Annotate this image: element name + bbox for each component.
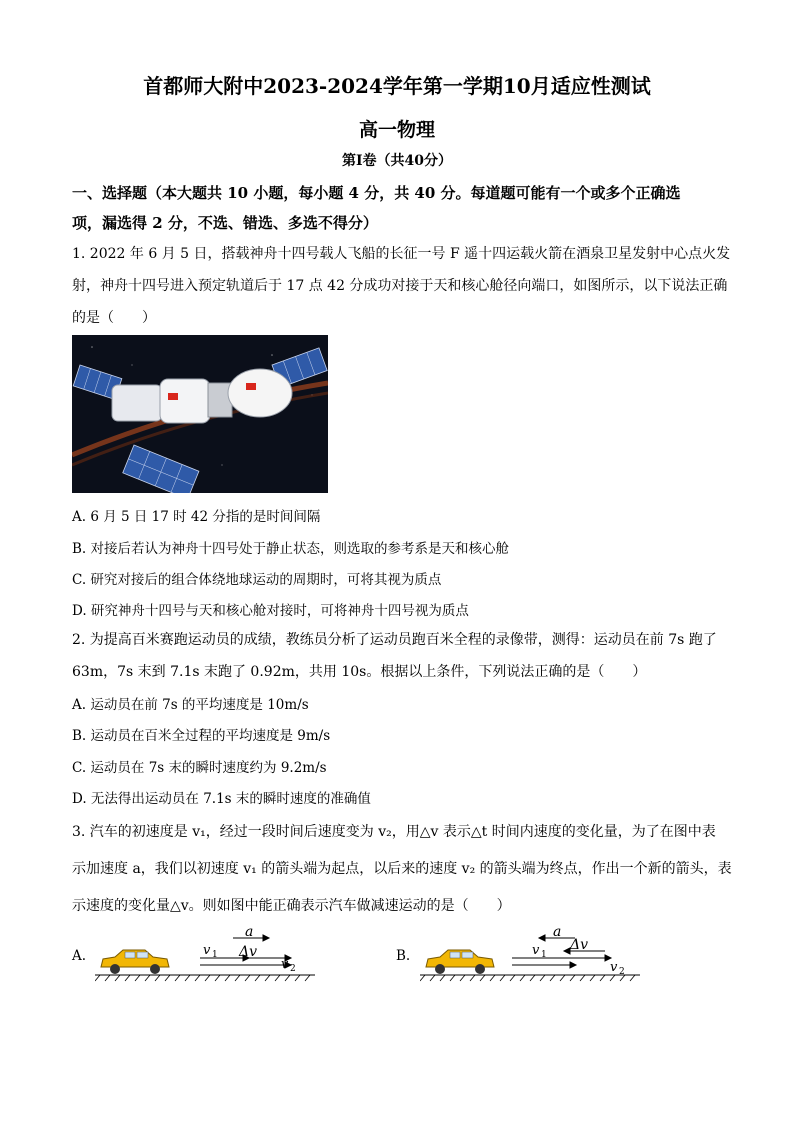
q1-line-1: 1. 2022 年 6 月 5 日，搭载神舟十四号载人飞船的长征一号 F 遥十四运载火箭在酒泉卫星发射中心点火发 xyxy=(72,246,731,262)
question-2-stem xyxy=(72,624,732,688)
q3a-v2-label: v xyxy=(281,957,289,972)
page-title: 首都师大附中2023-2024学年第一学期10月适应性测试 xyxy=(143,74,651,98)
q3-option-b-diagram[interactable] xyxy=(420,925,640,985)
q3-option-a-label[interactable]: A. xyxy=(72,948,87,964)
q3b-v1-sub: 1 xyxy=(541,950,547,960)
q3b-v2-sub: 2 xyxy=(619,967,625,977)
q3a-v2-sub: 2 xyxy=(290,964,296,974)
page-subtitle: 高一物理 xyxy=(358,119,435,141)
section-line-1: 一、选择题（本大题共 10 小题，每小题 4 分，共 40 分。每道题可能有一个或多个正确选 xyxy=(72,184,681,202)
q2-option-c[interactable]: C. 运动员在 7s 末的瞬时速度约为 9.2m/s xyxy=(72,760,327,776)
section-line-2: 项，漏选得 2 分，不选、错选、多选不得分） xyxy=(72,214,378,232)
q3a-dv-label: Δv xyxy=(239,944,258,960)
q2-line-1: 2. 为提高百米赛跑运动员的成绩，教练员分析了运动员跑百米全程的录像带，测得：运动员在前 7s 跑了 xyxy=(72,632,717,648)
q3b-dv-label: Δv xyxy=(570,937,589,953)
space-station-image xyxy=(72,335,328,493)
question-1-stem xyxy=(72,238,732,334)
q3a-a-label: a xyxy=(245,925,254,940)
q3-option-a-diagram[interactable] xyxy=(95,925,315,985)
q3b-v2-label: v xyxy=(610,960,618,975)
q1-line-2: 射，神舟十四号进入预定轨道后于 17 点 42 分成功对接于天和核心舱径向端口，如图所示，以下说法正确 xyxy=(72,278,728,294)
q1-option-c[interactable]: C. 研究对接后的组合体绕地球运动的周期时，可将其视为质点 xyxy=(72,572,442,588)
q3b-a-label: a xyxy=(553,925,562,940)
section-heading xyxy=(72,178,732,238)
q3-line-2: 示加速度 a，我们以初速度 v₁ 的箭头端为起点，以后来的速度 v₂ 的箭头端为终点，作出一个新的箭头，表 xyxy=(72,861,732,877)
question-3-stem xyxy=(72,814,732,925)
q2-option-b[interactable]: B. 运动员在百米全过程的平均速度是 9m/s xyxy=(72,728,331,744)
q3-line-1: 3. 汽车的初速度是 v₁，经过一段时间后速度变为 v₂，用△v 表示△t 时间内速度的变化量，为了在图中表 xyxy=(72,824,716,840)
q3a-v1-label: v xyxy=(203,943,211,958)
q3b-v1-label: v xyxy=(532,943,540,958)
q1-option-d[interactable]: D. 研究神舟十四号与天和核心舱对接时，可将神舟十四号视为质点 xyxy=(72,603,469,619)
q2-option-a[interactable]: A. 运动员在前 7s 的平均速度是 10m/s xyxy=(72,697,309,713)
volume-heading: 第Ⅰ卷（共40分） xyxy=(341,153,453,169)
q1-option-a[interactable]: A. 6 月 5 日 17 时 42 分指的是时间间隔 xyxy=(72,509,321,525)
q2-option-d[interactable]: D. 无法得出运动员在 7.1s 末的瞬时速度的准确值 xyxy=(72,791,371,807)
q3-line-3: 示速度的变化量△v。则如图中能正确表示汽车做减速运动的是（ ） xyxy=(72,898,511,914)
q1-line-3: 的是（ ） xyxy=(72,310,156,326)
q2-line-2: 63m，7s 末到 7.1s 末跑了 0.92m，共用 10s。根据以上条件，下列说法正确的是（ ） xyxy=(72,664,647,680)
q3a-v1-sub: 1 xyxy=(212,950,218,960)
q1-option-b[interactable]: B. 对接后若认为神舟十四号处于静止状态，则选取的参考系是天和核心舱 xyxy=(72,541,510,557)
q3-option-b-label[interactable]: B. xyxy=(396,948,411,964)
